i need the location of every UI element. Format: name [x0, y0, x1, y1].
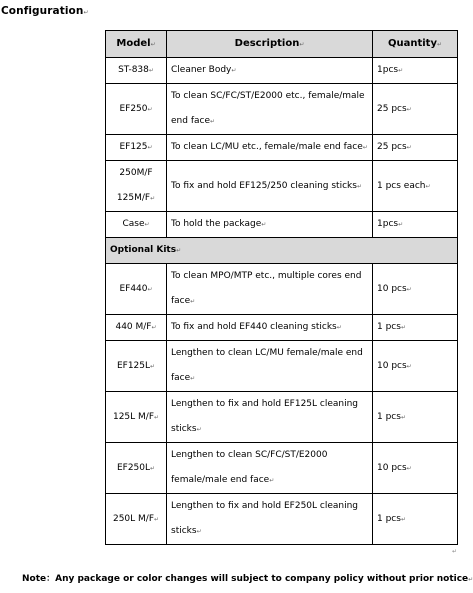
cell-quantity: 1 pcs↵: [373, 315, 458, 341]
cell-description: Cleaner Body↵: [167, 58, 373, 84]
table-row: [106, 58, 458, 84]
cell-description: To clean SC/FC/ST/E2000 etc., female/male end face↵: [167, 84, 373, 135]
cell-description: To hold the package↵: [167, 212, 373, 238]
cell-quantity: 1 pcs↵: [373, 392, 458, 443]
table-row: [106, 161, 458, 212]
optional-kits-row: [106, 238, 458, 264]
cell-quantity: 1pcs↵: [373, 58, 458, 84]
cell-model: 250L M/F↵: [106, 494, 167, 545]
table-row: [106, 341, 458, 392]
cell-description: To fix and hold EF440 cleaning sticks↵: [167, 315, 373, 341]
cell-model: 125L M/F↵: [106, 392, 167, 443]
table-row: [106, 84, 458, 135]
cell-quantity: 10 pcs↵: [373, 443, 458, 494]
header-description: Description↵: [167, 31, 373, 58]
cell-model: EF125L↵: [106, 341, 167, 392]
footer-note: Note：Any package or color changes will subject to company policy without prior notice↵: [22, 574, 473, 584]
cell-quantity: 1 pcs each↵: [373, 161, 458, 212]
cell-model: 250M/F 125M/F↵: [106, 161, 167, 212]
cell-description: Lengthen to clean LC/MU female/male end face↵: [167, 341, 373, 392]
header-quantity: Quantity↵: [373, 31, 458, 58]
cell-description: To fix and hold EF125/250 cleaning sticks↵: [167, 161, 373, 212]
optional-kits-label: Optional Kits↵: [106, 238, 458, 264]
page-title: [1, 5, 89, 17]
cell-quantity: 25 pcs↵: [373, 135, 458, 161]
cell-model: ST-838↵: [106, 58, 167, 84]
table-row: [106, 443, 458, 494]
table-row: [106, 212, 458, 238]
cell-quantity: 1 pcs↵: [373, 494, 458, 545]
cell-quantity: 10 pcs↵: [373, 264, 458, 315]
table-row: [106, 135, 458, 161]
cell-model: EF125↵: [106, 135, 167, 161]
page-title-text: Configuration: [1, 5, 84, 17]
header-model: Model↵: [106, 31, 167, 58]
cell-model: 440 M/F↵: [106, 315, 167, 341]
table-row: [106, 264, 458, 315]
cell-quantity: 10 pcs↵: [373, 341, 458, 392]
cell-description: Lengthen to fix and hold EF250L cleaning sticks↵: [167, 494, 373, 545]
paragraph-mark-icon: ↵: [83, 9, 89, 16]
cell-model: EF440↵: [106, 264, 167, 315]
table-header-row: [106, 31, 458, 58]
cell-description: To clean MPO/MTP etc., multiple cores end face↵: [167, 264, 373, 315]
table-row: [106, 315, 458, 341]
cell-model: EF250L↵: [106, 443, 167, 494]
paragraph-mark-icon: ↵: [452, 548, 458, 555]
cell-description: Lengthen to clean SC/FC/ST/E2000 female/male end face↵: [167, 443, 373, 494]
table-row: [106, 392, 458, 443]
cell-description: Lengthen to fix and hold EF125L cleaning sticks↵: [167, 392, 373, 443]
cell-quantity: 1pcs↵: [373, 212, 458, 238]
configuration-table: [105, 30, 458, 545]
table-row: [106, 494, 458, 545]
cell-model: Case↵: [106, 212, 167, 238]
cell-description: To clean LC/MU etc., female/male end face↵: [167, 135, 373, 161]
cell-model: EF250↵: [106, 84, 167, 135]
cell-quantity: 25 pcs↵: [373, 84, 458, 135]
